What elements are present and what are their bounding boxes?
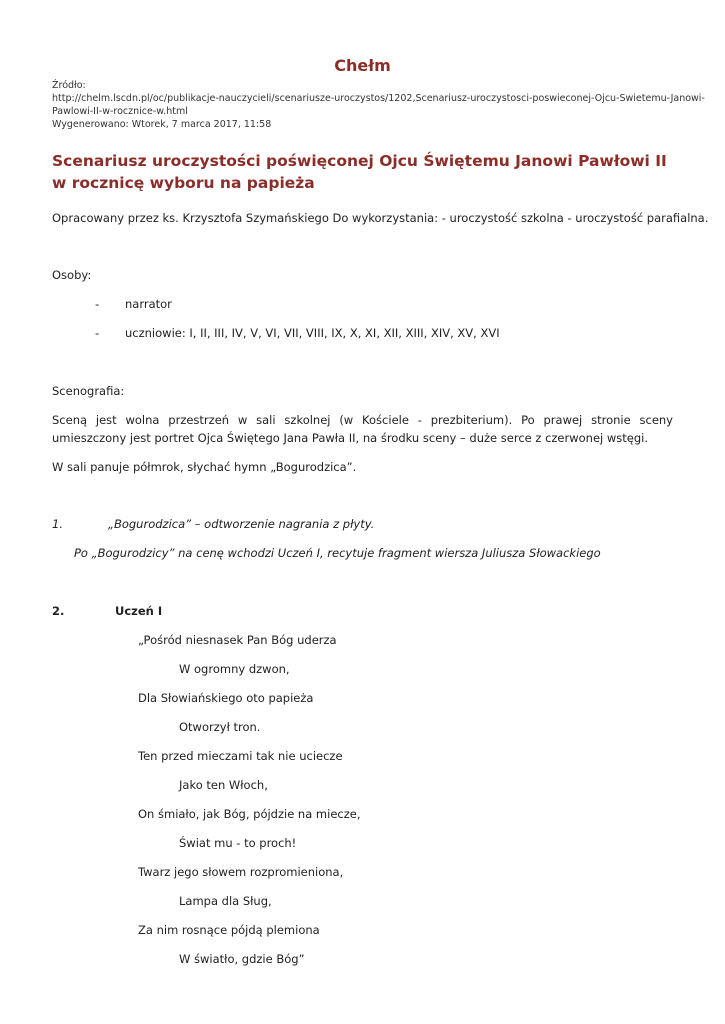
scenography-label: Scenografia: [52, 384, 125, 398]
poem-line: Otworzył tron. [179, 720, 261, 734]
persons-dash-2: - [95, 326, 100, 340]
source-url-line-2[interactable]: Pawlowi-II-w-rocznice-w.html [52, 106, 188, 117]
step-1-text: „Bogurodzica” – odtworzenie nagrania z płyty. [108, 517, 375, 531]
poem-line: Twarz jego słowem rozpromieniona, [138, 865, 344, 879]
persons-item-narrator: narrator [125, 297, 172, 311]
step-2-number: 2. [52, 604, 65, 618]
poem-line: On śmiało, jak Bóg, pójdzie na miecze, [138, 807, 361, 821]
poem-line: Ten przed mieczami tak nie ucieczе [138, 749, 343, 763]
site-title: Chełm [334, 56, 391, 75]
document-title: Scenariusz uroczystości poświęconej Ojcu Świętemu Janowi Pawłowi II w rocznicę wyboru na papieża [52, 152, 667, 192]
step-1-note: Po „Bogurodzicy” na cenę wchodzi Uczeń I, recytuje fragment wiersza Juliusza Słowackiego [74, 546, 601, 560]
poem-line: Dla Słowiańskiego oto papieża [138, 691, 314, 705]
poem-line: Świat mu - to proch! [179, 836, 297, 850]
poem-line: Lampa dla Sług, [179, 894, 272, 908]
persons-dash-1: - [95, 297, 100, 311]
persons-item-students: uczniowie: I, II, III, IV, V, VI, VII, VIII, IX, X, XI, XII, XIII, XIV, XV, XVI [125, 326, 500, 340]
generated-timestamp: Wygenerowano: Wtorek, 7 marca 2017, 11:58 [52, 119, 272, 130]
scenography-paragraph: Sceną jest wolna przestrzeń w sali szkolnej (w Kościele - prezbiterium). Po prawej stronie sceny umieszczony jest portret Ojca Świętego Jana Pawła II, na środku sceny – duże serce z czerwonej wstęgi. [52, 413, 673, 445]
source-label: Źródło: [52, 80, 86, 91]
step-1-number: 1. [52, 517, 63, 531]
step-2-speaker: Uczeń I [115, 604, 163, 618]
poem-line: W ogromny dzwon, [179, 662, 290, 676]
intro-paragraph: Opracowany przez ks. Krzysztofa Szymańskiego Do wykorzystania: - uroczystość szkolna - uroczystość parafialna. [52, 211, 709, 225]
atmosphere-paragraph: W sali panuje półmrok, słychać hymn „Bogurodzica”. [52, 460, 357, 474]
poem-line: Jako ten Włoch, [179, 778, 268, 792]
poem-line: „Pośród niesnasek Pan Bóg uderza [138, 633, 337, 647]
source-url-line-1[interactable]: http://chelm.lscdn.pl/oc/publikacje-nauczycieli/scenariusze-uroczystos/1202,Scenariusz-uroczystosci-poswieconej-Ojcu-Swietemu-Janowi- [52, 93, 705, 104]
poem-line: Za nim rosnące pójdą plemiona [138, 923, 320, 937]
persons-label: Osoby: [52, 268, 92, 282]
poem-line: W światło, gdzie Bóg” [179, 952, 305, 966]
